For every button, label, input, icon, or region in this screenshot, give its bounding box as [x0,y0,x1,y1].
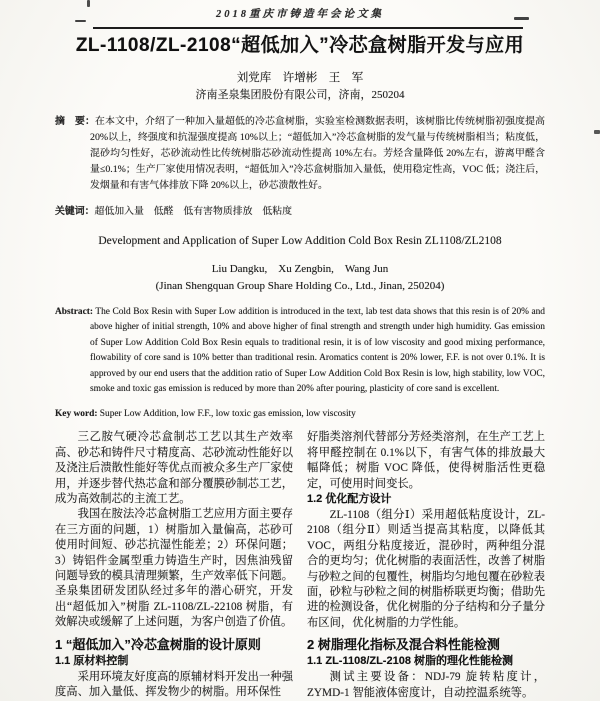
affiliation: 济南圣泉集团股份有限公司，济南，250204 [195,89,405,101]
abstract-cn-label: 摘 要： [55,116,96,127]
keywords-en-text: Super Low Addition, low F.F., low toxic gas emission, low viscosity [99,409,356,420]
problems-paragraph: 我国在胺法冷芯盒树脂工艺应用方面主要存在三方面的问题，1）树脂加入量偏高，芯砂可使用时间短、砂芯抗湿性能差；2）环保问题；3）铸铝件金属型重力铸造生产时，因焦油残留问题导致的模具清理频繁，生产效率低下问题。圣泉集团研发团队经过多年的潜心研究，开发出“超低加入”树脂 ZL-1108/ZL-22108 树脂，有效解决或缓解了上述问题，为客户创造了价值。 [55,508,293,629]
header-rule [93,27,523,29]
scan-artifact [514,17,529,20]
section-1-heading: 1 “超低加入”冷芯盒树脂的设计原则 [55,636,261,652]
english-authors: Liu Dangku, Xu Zengbin, Wang Jun [211,262,389,275]
authors: 刘党库 许增彬 王 军 [236,72,364,84]
english-title: Development and Application of Super Low Addition Cold Box Resin ZL1108/ZL2108 [98,234,502,247]
abstract-en-text: The Cold Box Resin with Super Low addition is introduced in the text, lab test data shows that this resin is of 20% and above higher of initial strength, 10% and above higher of final strength and strength under high humidity. Gas emission of Super Low Addition Cold Box Resin equals to traditional resin, it is of low viscosity and good mixing performance, flowability of core sand is 10% better than traditional resin. Aromatics content is 20% lower, F.F. is not over 0.1%. It is approved by our end users that the addition ratio of Super Low Addition Cold Box Resin is low, high stability, low VOC, smoke and toxic gas emission is reduced by more than 20% after pouring, plasticity of core sand is excellent. [90,306,545,395]
section-1-2-paragraph: ZL-1108（组分Ⅰ）采用超低粘度设计，ZL-2108（组分Ⅱ）则适当提高其粘度，以降低其 VOC，两组分粘度接近，混砂时，两种组分混合的更均匀；优化树脂的表面活性，改善了树脂与砂粒之间的包覆性，树脂均匀地包覆在砂粒表面，砂粒与砂粒之间的树脂桥联更均衡；借助先进的检测设备，优化树脂的分子结构和分子量分布区间，优化树脂的力学性能。 [307,508,545,629]
abstract-cn-text: 在本文中，介绍了一种加入量超低的冷芯盒树脂，实验室检测数据表明，该树脂比传统树脂初强度提高 20%以上，终强度和抗湿强度提高 10%以上；“超低加入”冷芯盒树脂的发气量与传统树脂相当；粘度低，混砂均匀性好，芯砂流动性比传统树脂芯砂流动性提高 10%左右。芳烃含量降低 20%左右，游离甲醛含量≤0.1%；生产厂家使用情况表明，“超低加入”冷芯盒树脂加入量低，使用稳定性高，VOC 低；浇注后，发烟量和有害气体排放下降 20%以上，砂芯溃散性好。 [90,116,545,191]
paper-title: ZL-1108/ZL-2108“超低加入”冷芯盒树脂开发与应用 [75,35,525,56]
proceedings-header: 2018重庆市铸造年会论文集 [216,9,384,20]
section-2-heading: 2 树脂理化指标及混合料性能检测 [307,637,500,653]
keywords-cn-label: 关键词： [55,205,95,217]
abstract-en-label: Abstract: [55,306,94,317]
keywords-cn [55,204,545,220]
section-1-1-heading: 1.1 原材料控制 [55,654,129,667]
section-2-1-heading: 1.1 ZL-1108/ZL-2108 树脂的理化性能检测 [307,655,513,668]
right-column [307,430,545,701]
scan-artifact [75,20,86,22]
continuation-paragraph: 好脂类溶剂代替部分芳烃类溶剂，在生产工艺上将甲醛控制在 0.1%以下，有害气体的排放最大幅降低；树脂 VOC 降低，使得树脂活性更稳定，可使用时间变长。 [307,431,545,490]
abstract-en [55,305,545,398]
abstract-cn [55,114,545,194]
left-column [55,430,293,701]
test-equipment-paragraph: 测试主要设备：NDJ-79 旋转粘度计，ZYMD-1 智能液体密度计，自动控温系统等。 [307,671,545,699]
section-1-1-paragraph: 采用环境友好度高的原辅材料开发出一种强度高、加入量低、挥发物少的树脂。用环保性 [55,670,293,698]
intro-paragraph: 三乙胺气硬冷芯盒制芯工艺以其生产效率高、砂芯和铸件尺寸精度高、芯砂流动性能好以及浇注后溃散性能好等优点而被众多生产厂家使用，并逐步替代热芯盒和部分覆膜砂制芯工艺，成为高效制芯的主流工艺。 [55,431,293,505]
keywords-en-label: Key word: [55,409,98,420]
keywords-cn-text: 超低加入量 低醛 低有害物质排放 低粘度 [94,205,293,217]
scan-artifact [594,130,600,134]
scan-artifact [87,0,90,7]
section-1-2-heading: 1.2 优化配方设计 [307,492,392,505]
keywords-en [55,407,545,422]
english-affiliation: (Jinan Shengquan Group Share Holding Co., Ltd., Jinan, 250204) [155,279,445,292]
body-columns [55,430,545,701]
